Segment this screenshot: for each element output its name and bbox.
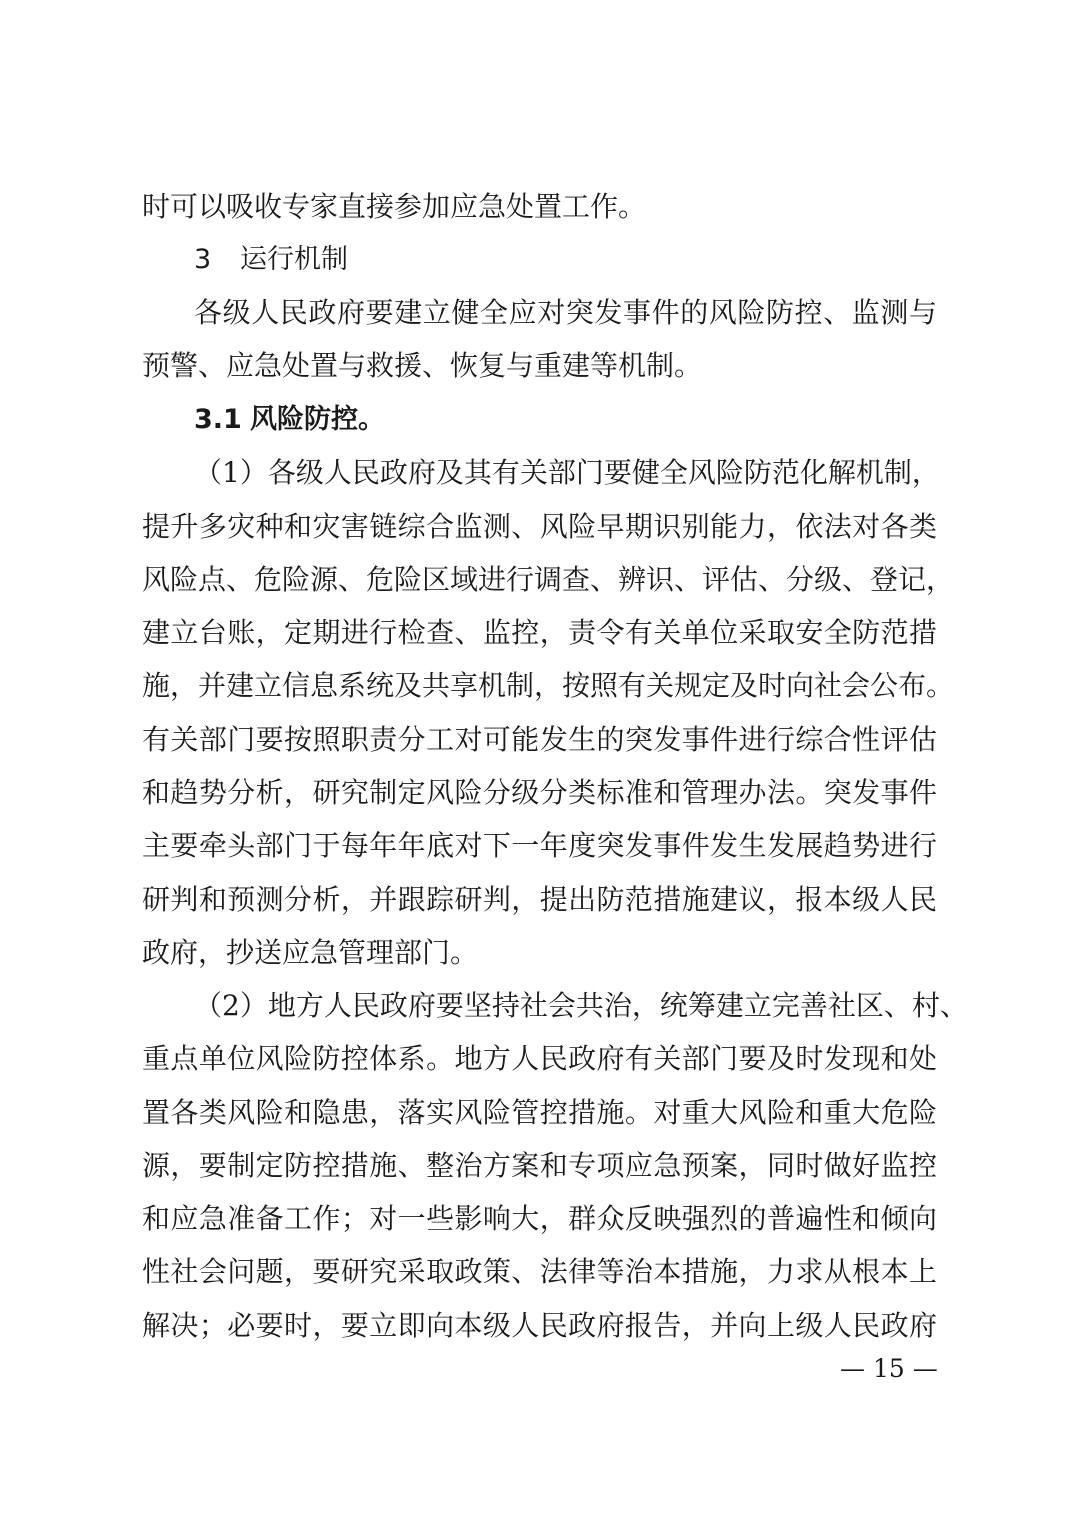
paragraph-1-line: 主要牵头部门于每年年底对下一年度突发事件发生发展趋势进行	[142, 829, 937, 862]
paragraph-1-line: 研判和预测分析，并跟踪研判，提出防范措施建议，报本级人民	[142, 883, 937, 916]
section-3-number: 3	[194, 244, 212, 275]
section-3-1-heading	[194, 400, 385, 440]
paragraph-1-line: 施，并建立信息系统及共享机制，按照有关规定及时向社会公布。	[142, 669, 955, 702]
paragraph-1-line: 政府，抄送应急管理部门。	[142, 936, 479, 969]
paragraph-2-line: 解决；必要时，要立即向本级人民政府报告，并向上级人民政府	[142, 1309, 937, 1342]
paragraph-2-line: 性社会问题，要研究采取政策、法律等治本措施，力求从根本上	[142, 1255, 937, 1288]
paragraph-1-line: 有关部门要按照职责分工对可能发生的突发事件进行综合性评估	[142, 723, 937, 756]
paragraph-2-line: （2）地方人民政府要坚持社会共治，统筹建立完善社区、村、	[194, 989, 968, 1022]
paragraph-2-line: 源，要制定防控措施、整治方案和专项应急预案，同时做好监控	[142, 1149, 937, 1182]
paragraph-mechanism-line: 各级人民政府要建立健全应对突发事件的风险防控、监测与	[194, 296, 937, 329]
paragraph-2-line: 和应急准备工作；对一些影响大，群众反映强烈的普遍性和倾向	[142, 1202, 937, 1235]
paragraph-2-line: 重点单位风险防控体系。地方人民政府有关部门要及时发现和处	[142, 1042, 937, 1075]
section-3-title: 运行机制	[240, 244, 348, 275]
paragraph-1-line: 提升多灾种和灾害链综合监测、风险早期识别能力，依法对各类	[142, 510, 937, 543]
section-3-1-number: 3.1	[194, 404, 242, 435]
paragraph-mechanism-line: 预警、应急处置与救援、恢复与重建等机制。	[142, 349, 703, 382]
page-number: — 15 —	[840, 1354, 938, 1383]
paragraph-2-line: 置各类风险和隐患，落实风险管控措施。对重大风险和重大危险	[142, 1096, 937, 1129]
section-3-1-title: 风险防控。	[250, 404, 385, 435]
paragraph-intro-line: 时可以吸收专家直接参加应急处置工作。	[142, 190, 647, 223]
paragraph-1-line: 风险点、危险源、危险区域进行调查、辨识、评估、分级、登记，	[142, 563, 955, 596]
paragraph-1-line: 和趋势分析，研究制定风险分级分类标准和管理办法。突发事件	[142, 776, 937, 809]
section-3-heading	[194, 240, 348, 280]
paragraph-1-line: 建立台账，定期进行检查、监控，责令有关单位采取安全防范措	[142, 616, 937, 649]
paragraph-1-line: （1）各级人民政府及其有关部门要健全风险防范化解机制，	[194, 456, 940, 489]
